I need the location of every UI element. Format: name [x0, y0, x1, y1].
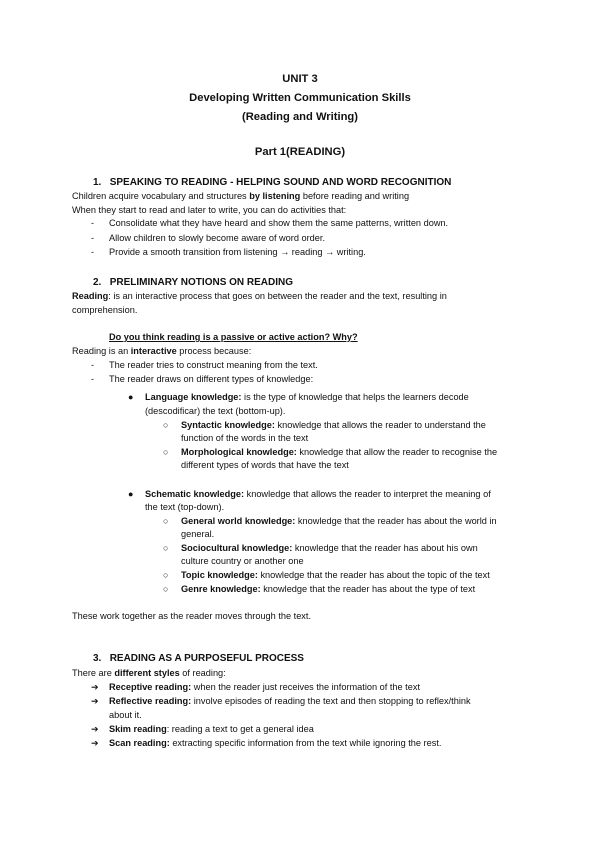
sociocultural-line1	[181, 542, 478, 555]
text-run: of reading:	[179, 668, 226, 678]
schematic-knowledge-line1	[145, 488, 491, 501]
bold-run: different styles	[114, 668, 180, 678]
section2-heading	[93, 276, 293, 289]
reading-style-item-cont: about it.	[109, 710, 142, 720]
bold-run: Reading	[72, 291, 109, 301]
reading-style-item	[109, 723, 314, 736]
reading-definition-line1	[72, 290, 447, 303]
dash-marker: -	[91, 218, 94, 228]
bold-run: by listening	[249, 191, 301, 201]
bold-run: Sociocultural knowledge:	[181, 543, 293, 553]
text-run: There are	[72, 668, 115, 678]
text-run: : reading a text to get a general idea	[166, 724, 314, 734]
section1-number: 1.	[93, 177, 102, 188]
bold-run: Genre knowledge:	[181, 584, 261, 594]
part-title: Part 1(READING)	[254, 146, 346, 158]
section1-bullet: Consolidate what they have heard and show them the same patterns, written down.	[109, 218, 449, 228]
dash-marker: -	[91, 374, 94, 384]
syntactic-line2: function of the words in the text	[181, 433, 309, 443]
bold-run: Skim reading	[109, 724, 167, 734]
dash-marker: -	[91, 360, 94, 370]
text-run: involve episodes of reading the text and then stopping to reflex/think	[191, 696, 471, 706]
bold-run: General world knowledge:	[181, 516, 296, 526]
text-run: when the reader just receives the information of the text	[191, 682, 420, 692]
unit-title: UNIT 3	[282, 73, 318, 85]
general-world-line1	[181, 515, 497, 528]
text-run: knowledge that the reader has about the topic of the text	[257, 570, 490, 580]
arrow-marker: ➔	[91, 738, 99, 748]
answer-dash-item: The reader tries to construct meaning from the text.	[109, 360, 318, 370]
text-run: extracting specific information from the text while ignoring the rest.	[169, 738, 442, 748]
morphological-line2: different types of words that have the text	[181, 460, 349, 470]
dash-marker: -	[91, 247, 94, 257]
text-run: knowledge that allows the reader to understand the	[274, 420, 486, 430]
section3-heading-text: READING AS A PURPOSEFUL PROCESS	[109, 653, 304, 664]
language-knowledge-line2: (descodificar) the text (bottom-up).	[145, 406, 286, 416]
section1-bullet: Provide a smooth transition from listening → reading → writing.	[109, 247, 366, 257]
reading-definition-line2: comprehension.	[72, 305, 138, 315]
circle-marker: ○	[163, 447, 169, 457]
arrow-marker: ➔	[91, 682, 99, 692]
bold-run: Syntactic knowledge:	[181, 420, 275, 430]
sociocultural-line2: culture country or another one	[181, 556, 304, 566]
section1-line1	[72, 190, 409, 203]
bullet-dot: ●	[128, 392, 134, 402]
text-run: before reading and writing	[300, 191, 410, 201]
text-run: knowledge that allow the reader to recognise the	[296, 447, 498, 457]
section2-number: 2.	[93, 277, 102, 288]
dash-marker: -	[91, 233, 94, 243]
schematic-knowledge-line2: the text (top-down).	[145, 502, 225, 512]
section3-intro	[72, 667, 226, 680]
answer-dash-item: The reader draws on different types of knowledge:	[109, 374, 314, 384]
bold-run: Language knowledge:	[145, 392, 242, 402]
text-run: knowledge that the reader has about his own	[292, 543, 478, 553]
bold-run: Reflective reading:	[109, 696, 192, 706]
bold-run: Morphological knowledge:	[181, 447, 297, 457]
text-run: knowledge that the reader has about the world in	[295, 516, 497, 526]
language-knowledge-line1	[145, 391, 469, 404]
bold-run: Topic knowledge:	[181, 570, 258, 580]
text-run: knowledge that the reader has about the type of text	[260, 584, 476, 594]
text-run: Reading is an	[72, 346, 131, 356]
bullet-dot: ●	[128, 489, 134, 499]
circle-marker: ○	[163, 420, 169, 430]
arrow-marker: ➔	[91, 724, 99, 734]
section3-heading	[93, 652, 304, 665]
circle-marker: ○	[163, 570, 169, 580]
section1-heading-text: SPEAKING TO READING - HELPING SOUND AND WORD RECOGNITION	[109, 177, 452, 188]
bold-run: interactive	[130, 346, 177, 356]
doc-subtitle: (Reading and Writing)	[241, 111, 358, 123]
general-world-line2: general.	[181, 529, 215, 539]
reading-style-item	[109, 695, 471, 708]
section3-number: 3.	[93, 653, 102, 664]
section1-bullet: Allow children to slowly become aware of word order.	[109, 233, 326, 243]
question-heading: Do you think reading is a passive or active action? Why?	[109, 332, 358, 342]
section2-heading-text: PRELIMINARY NOTIONS ON READING	[109, 277, 294, 288]
section1-line2: When they start to read and later to write, you can do activities that:	[72, 205, 347, 215]
text-run: : is an interactive process that goes on between the reader and the text, resulting in	[108, 291, 447, 301]
text-run: process because:	[176, 346, 252, 356]
answer-line	[72, 345, 251, 358]
text-run: knowledge that allows the reader to interpret the meaning of	[244, 489, 491, 499]
text-run: Children acquire vocabulary and structures	[72, 191, 250, 201]
section1-heading	[93, 176, 451, 189]
genre-knowledge-line	[181, 583, 475, 596]
circle-marker: ○	[163, 584, 169, 594]
bold-run: Scan reading:	[109, 738, 170, 748]
syntactic-line1	[181, 419, 486, 432]
reading-style-item	[109, 737, 441, 750]
arrow-marker: ➔	[91, 696, 99, 706]
circle-marker: ○	[163, 516, 169, 526]
text-run: is the type of knowledge that helps the learners decode	[241, 392, 469, 402]
circle-marker: ○	[163, 543, 169, 553]
bold-run: Schematic knowledge:	[145, 489, 245, 499]
reading-style-item	[109, 681, 420, 694]
bold-run: Receptive reading:	[109, 682, 192, 692]
topic-knowledge-line	[181, 569, 490, 582]
section2-closing: These work together as the reader moves through the text.	[72, 611, 312, 621]
doc-title: Developing Written Communication Skills	[189, 92, 411, 104]
morphological-line1	[181, 446, 497, 459]
